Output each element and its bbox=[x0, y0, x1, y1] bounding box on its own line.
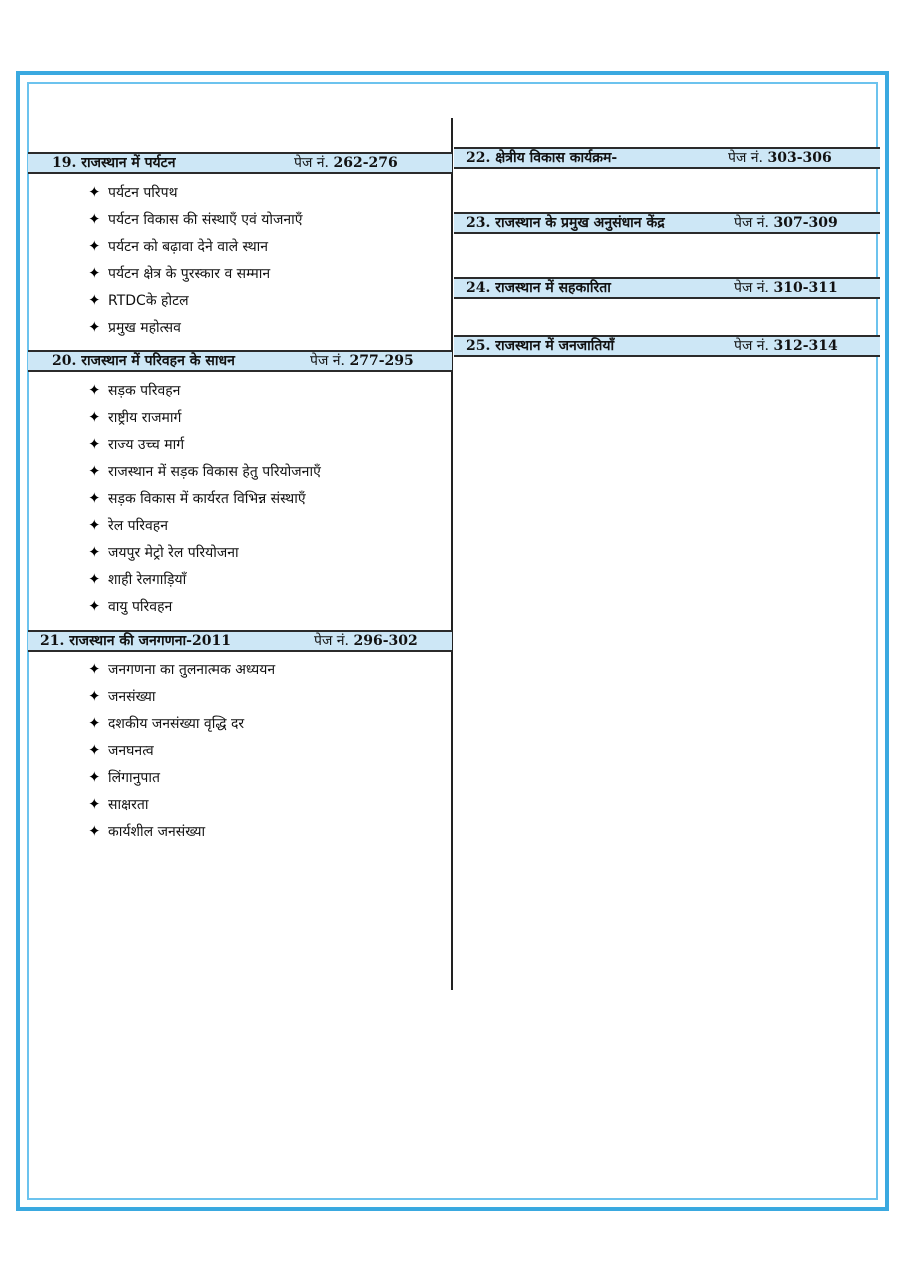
page-range bbox=[314, 632, 418, 650]
four-point-star-icon: ✦ bbox=[88, 462, 101, 480]
item-label: राष्ट्रीय राजमार्ग bbox=[108, 410, 182, 426]
section-23-header bbox=[454, 212, 880, 234]
section-title: 20. राजस्थान में परिवहन के साधन bbox=[52, 353, 235, 369]
section-title: 21. राजस्थान की जनगणना-2011 bbox=[40, 633, 231, 649]
list-item bbox=[88, 235, 268, 257]
section-22-header bbox=[454, 147, 880, 169]
section-title: 23. राजस्थान के प्रमुख अनुसंधान केंद्र bbox=[466, 215, 665, 231]
item-label: पर्यटन विकास की संस्थाएँ एवं योजनाएँ bbox=[108, 212, 303, 228]
four-point-star-icon: ✦ bbox=[88, 741, 101, 759]
section-25-header bbox=[454, 335, 880, 357]
page-numbers: 307-309 bbox=[773, 215, 838, 231]
four-point-star-icon: ✦ bbox=[88, 318, 101, 336]
item-label: सड़क विकास में कार्यरत विभिन्न संस्थाएँ bbox=[108, 491, 306, 507]
page-range bbox=[734, 337, 838, 355]
page-range bbox=[310, 352, 414, 370]
item-label: सड़क परिवहन bbox=[108, 383, 181, 399]
item-label: पर्यटन को बढ़ावा देने वाले स्थान bbox=[108, 239, 269, 255]
page-numbers: 303-306 bbox=[767, 150, 832, 166]
four-point-star-icon: ✦ bbox=[88, 597, 101, 615]
four-point-star-icon: ✦ bbox=[88, 516, 101, 534]
page-label: पेज नं. bbox=[728, 150, 764, 166]
four-point-star-icon: ✦ bbox=[88, 795, 101, 813]
item-label: जयपुर मेट्रो रेल परियोजना bbox=[108, 545, 239, 561]
page-label: पेज नं. bbox=[294, 155, 330, 171]
page-numbers: 312-314 bbox=[773, 338, 838, 354]
page-label: पेज नं. bbox=[310, 353, 346, 369]
section-title: 24. राजस्थान में सहकारिता bbox=[466, 280, 611, 296]
four-point-star-icon: ✦ bbox=[88, 408, 101, 426]
list-item bbox=[88, 460, 321, 482]
list-item bbox=[88, 406, 181, 428]
item-label: कार्यशील जनसंख्या bbox=[108, 824, 206, 840]
list-item bbox=[88, 181, 178, 203]
list-item bbox=[88, 514, 168, 536]
list-item bbox=[88, 739, 154, 761]
four-point-star-icon: ✦ bbox=[88, 822, 101, 840]
section-19-header bbox=[28, 152, 452, 174]
four-point-star-icon: ✦ bbox=[88, 570, 101, 588]
list-item bbox=[88, 766, 160, 788]
four-point-star-icon: ✦ bbox=[88, 264, 101, 282]
four-point-star-icon: ✦ bbox=[88, 237, 101, 255]
section-21-header bbox=[28, 630, 452, 652]
page-numbers: 277-295 bbox=[349, 353, 414, 369]
item-label: जनघनत्व bbox=[108, 743, 154, 759]
four-point-star-icon: ✦ bbox=[88, 660, 101, 678]
four-point-star-icon: ✦ bbox=[88, 687, 101, 705]
list-item bbox=[88, 289, 189, 311]
item-label: वायु परिवहन bbox=[108, 599, 173, 615]
page-range bbox=[734, 279, 838, 297]
column-divider bbox=[451, 118, 453, 990]
list-item bbox=[88, 208, 303, 230]
list-item bbox=[88, 820, 205, 842]
list-item bbox=[88, 712, 244, 734]
item-label: राजस्थान में सड़क विकास हेतु परियोजनाएँ bbox=[108, 464, 321, 480]
four-point-star-icon: ✦ bbox=[88, 183, 101, 201]
page-label: पेज नं. bbox=[734, 215, 770, 231]
page-range bbox=[728, 149, 832, 167]
section-20-header bbox=[28, 350, 452, 372]
list-item bbox=[88, 262, 270, 284]
four-point-star-icon: ✦ bbox=[88, 381, 101, 399]
four-point-star-icon: ✦ bbox=[88, 543, 101, 561]
page-label: पेज नं. bbox=[734, 280, 770, 296]
four-point-star-icon: ✦ bbox=[88, 714, 101, 732]
page-numbers: 296-302 bbox=[353, 633, 418, 649]
item-label: साक्षरता bbox=[108, 797, 149, 813]
list-item bbox=[88, 487, 306, 509]
list-item bbox=[88, 379, 180, 401]
item-label: RTDCके होटल bbox=[108, 293, 189, 309]
list-item bbox=[88, 541, 239, 563]
list-item bbox=[88, 658, 275, 680]
section-title: 19. राजस्थान में पर्यटन bbox=[52, 155, 176, 171]
section-24-header bbox=[454, 277, 880, 299]
page-range bbox=[294, 154, 398, 172]
page-label: पेज नं. bbox=[734, 338, 770, 354]
page-range bbox=[734, 214, 838, 232]
item-label: शाही रेलगाड़ियाँ bbox=[108, 572, 187, 588]
list-item bbox=[88, 595, 172, 617]
page-numbers: 262-276 bbox=[333, 155, 398, 171]
list-item bbox=[88, 568, 186, 590]
item-label: पर्यटन परिपथ bbox=[108, 185, 178, 201]
item-label: रेल परिवहन bbox=[108, 518, 168, 534]
four-point-star-icon: ✦ bbox=[88, 768, 101, 786]
section-title: 22. क्षेत्रीय विकास कार्यक्रम- bbox=[466, 150, 618, 166]
page-numbers: 310-311 bbox=[773, 280, 838, 296]
item-label: लिंगानुपात bbox=[108, 770, 160, 786]
four-point-star-icon: ✦ bbox=[88, 291, 101, 309]
four-point-star-icon: ✦ bbox=[88, 435, 101, 453]
list-item bbox=[88, 316, 181, 338]
item-label: प्रमुख महोत्सव bbox=[108, 320, 181, 336]
page-label: पेज नं. bbox=[314, 633, 350, 649]
list-item bbox=[88, 685, 156, 707]
item-label: पर्यटन क्षेत्र के पुरस्कार व सम्मान bbox=[108, 266, 271, 282]
item-label: जनगणना का तुलनात्मक अध्ययन bbox=[108, 662, 276, 678]
list-item bbox=[88, 433, 184, 455]
list-item bbox=[88, 793, 148, 815]
four-point-star-icon: ✦ bbox=[88, 210, 101, 228]
item-label: जनसंख्या bbox=[108, 689, 156, 705]
section-title: 25. राजस्थान में जनजातियाँ bbox=[466, 338, 615, 354]
four-point-star-icon: ✦ bbox=[88, 489, 101, 507]
item-label: दशकीय जनसंख्या वृद्धि दर bbox=[108, 716, 245, 732]
item-label: राज्य उच्च मार्ग bbox=[108, 437, 185, 453]
